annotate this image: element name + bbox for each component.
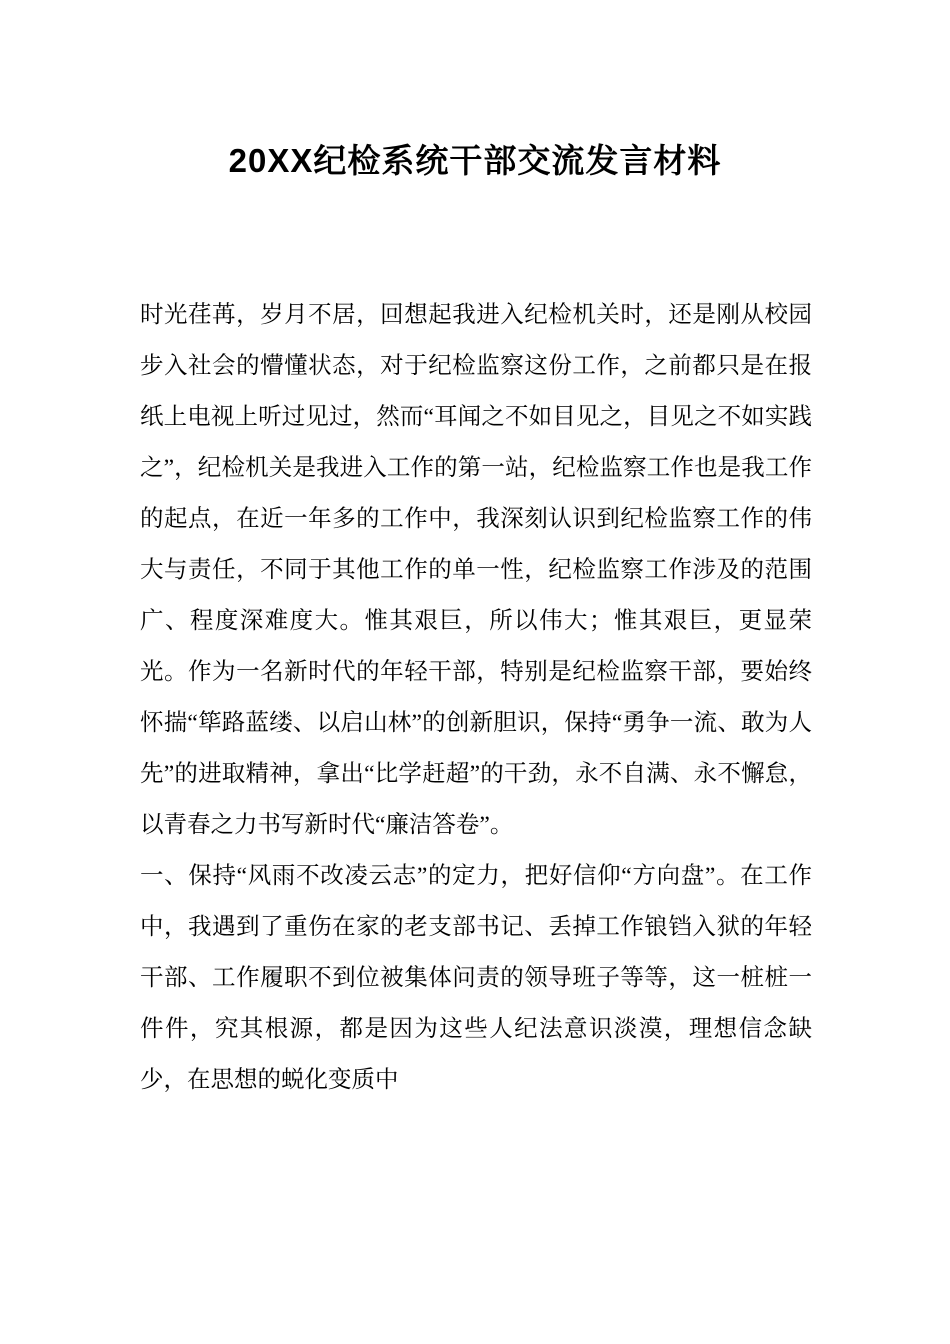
- document-body: [140, 290, 812, 1106]
- paragraph: 一、保持“风雨不改凌云志”的定力，把好信仰“方向盘”。在工作中，我遇到了重伤在家的老支部书记、丢掉工作锒铛入狱的年轻干部、工作履职不到位被集体问责的领导班子等等，这一桩桩一件件，究其根源，都是因为这些人纪法意识淡漠，理想信念缺少，在思想的蜕化变质中: [140, 863, 812, 1093]
- page-title: 20XX纪检系统干部交流发言材料: [228, 142, 722, 179]
- paragraph: 时光荏苒，岁月不居，回想起我进入纪检机关时，还是刚从校园步入社会的懵懂状态，对于纪检监察这份工作，之前都只是在报纸上电视上听过见过，然而“耳闻之不如目见之，目见之不如实践之”，纪检机关是我进入工作的第一站，纪检监察工作也是我工作的起点，在近一年多的工作中，我深刻认识到纪检监察工作的伟大与责任，不同于其他工作的单一性，纪检监察工作涉及的范围广、程度深难度大。惟其艰巨，所以伟大；惟其艰巨，更显荣光。作为一名新时代的年轻干部，特别是纪检监察干部，要始终怀揣“筚路蓝缕、以启山林”的创新胆识，保持“勇争一流、敢为人先”的进取精神，拿出“比学赶超”的干劲，永不自满、永不懈怠，以青春之力书写新时代“廉洁答卷”。: [140, 302, 812, 838]
